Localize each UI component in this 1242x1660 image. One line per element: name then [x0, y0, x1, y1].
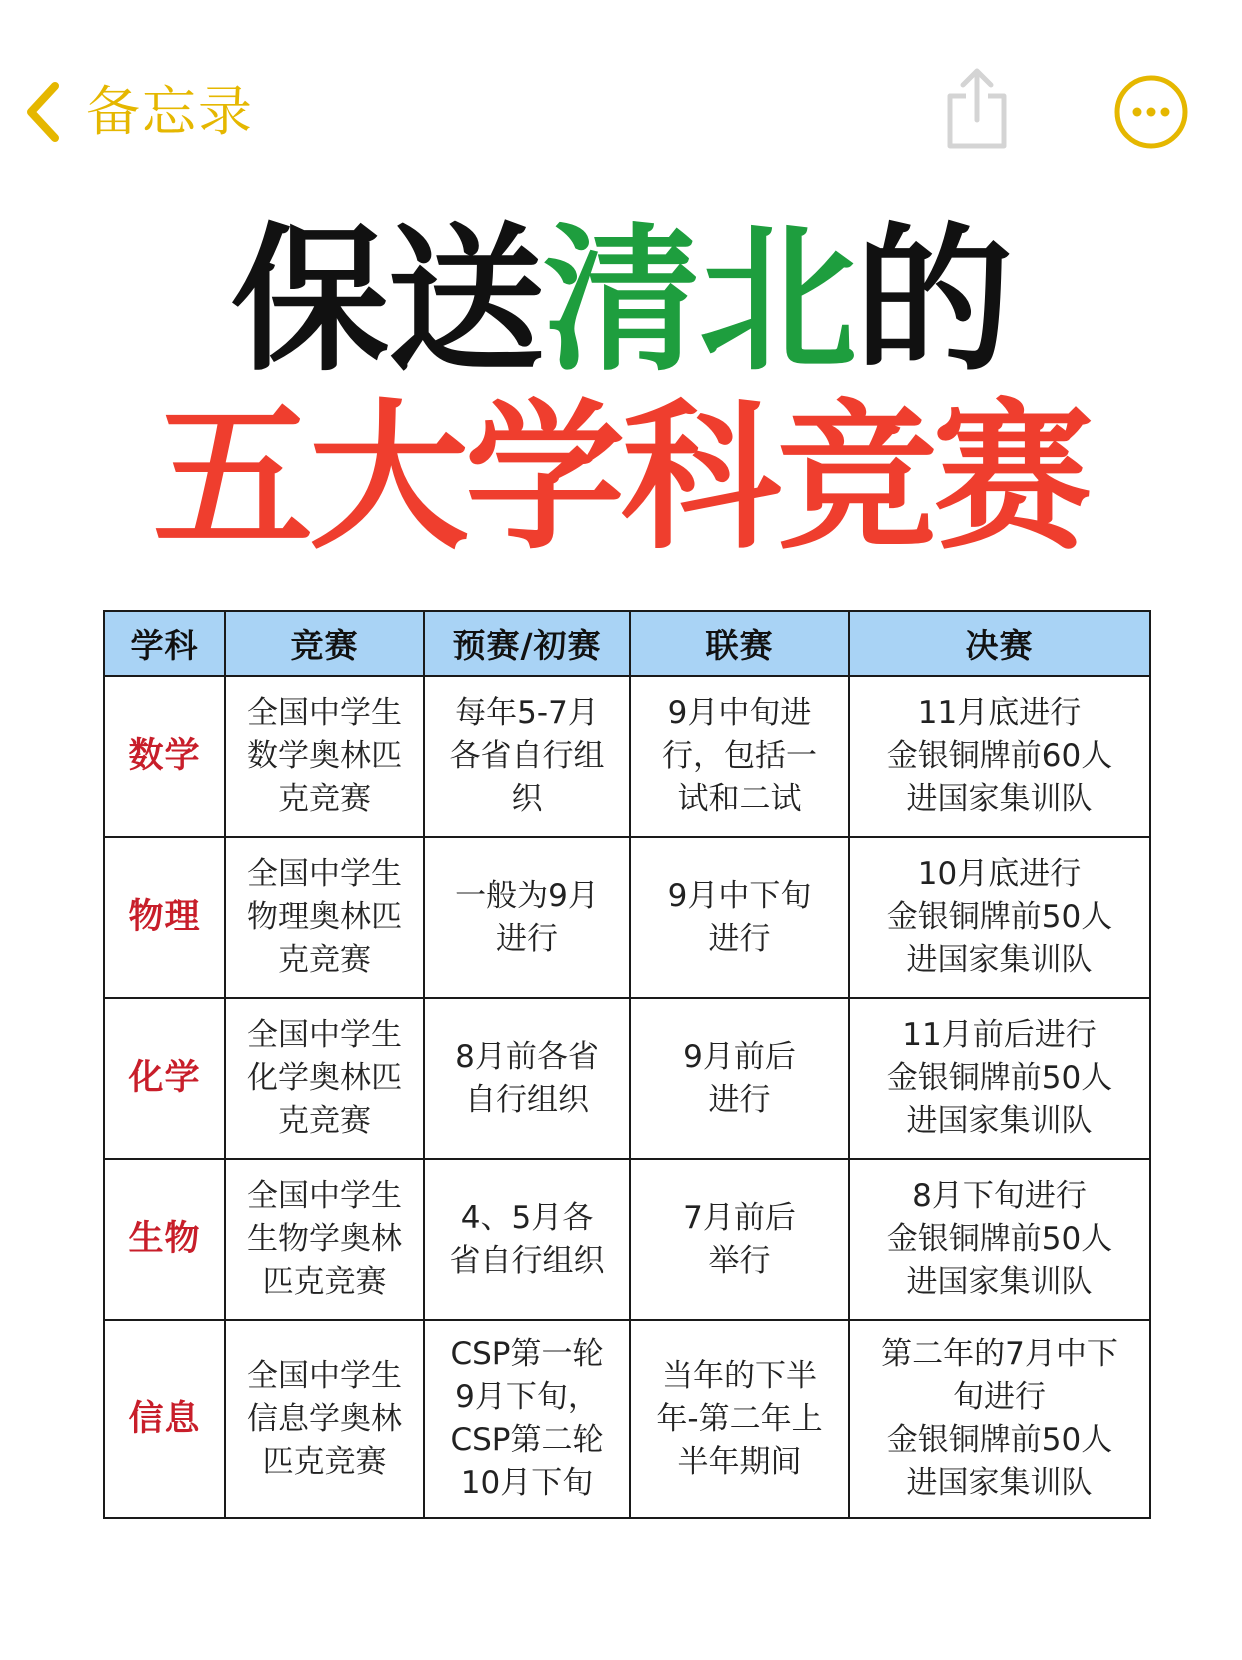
cell-final [849, 1320, 1150, 1518]
cell-line: 金银铜牌前50人 [886, 1422, 1113, 1458]
table-row [104, 676, 1150, 837]
cell-line: 进国家集训队 [906, 781, 1093, 817]
cell-line: 进行 [708, 920, 771, 957]
cell-line: 金银铜牌前50人 [886, 1060, 1113, 1096]
cell-competition [225, 676, 424, 837]
table-row [104, 1320, 1150, 1518]
cell-league [630, 1320, 849, 1518]
table-row [104, 998, 1150, 1159]
cell-line: 一般为9月 [455, 877, 599, 914]
cell-line: 全国中学生 [247, 1017, 402, 1053]
cell-league [630, 998, 849, 1159]
share-icon [944, 66, 1010, 150]
cell-preliminary [424, 1159, 630, 1320]
header-subject: 学科 [104, 611, 225, 676]
cell-subject: 物理 [104, 837, 225, 998]
cell-final [849, 1159, 1150, 1320]
header-final: 决赛 [849, 611, 1150, 676]
cell-line: 进国家集训队 [906, 1103, 1093, 1139]
cell-line: 8月下旬进行 [912, 1178, 1087, 1214]
cell-preliminary [424, 837, 630, 998]
cell-line: 进国家集训队 [906, 1264, 1093, 1300]
cell-line: 克竞赛 [278, 942, 371, 978]
page-title-line2: 五大学科竞赛 [152, 384, 1089, 571]
cell-competition [225, 1320, 424, 1518]
cell-line: 信息学奥林 [247, 1400, 402, 1437]
cell-line: 年-第二年上 [656, 1400, 823, 1437]
title-text-black: 保送 [231, 209, 543, 393]
cell-line: 11月前后进行 [902, 1017, 1097, 1053]
cell-line: 全国中学生 [247, 856, 402, 892]
cell-final [849, 676, 1150, 837]
cell-league [630, 1159, 849, 1320]
cell-line: 9月中下旬 [667, 877, 812, 914]
cell-line: 匹克竞赛 [262, 1443, 387, 1480]
cell-line: 克竞赛 [278, 1103, 371, 1139]
cell-line: 化学奥林匹 [247, 1060, 402, 1096]
back-button-label: 备忘录 [86, 80, 254, 143]
page-title-line1 [0, 209, 1242, 393]
cell-line: 进国家集训队 [906, 1465, 1093, 1501]
navigation-bar [0, 0, 1242, 200]
table-row [104, 1159, 1150, 1320]
cell-line: 旬进行 [953, 1379, 1046, 1415]
cell-line: 举行 [708, 1242, 771, 1279]
cell-line: 自行组织 [465, 1081, 589, 1118]
cell-line: 8月前各省 [455, 1038, 599, 1075]
cell-line: 生物学奥林 [247, 1221, 402, 1257]
cell-subject: 生物 [104, 1159, 225, 1320]
cell-line: 金银铜牌前50人 [886, 1221, 1113, 1257]
cell-line: CSP第二轮 [450, 1422, 604, 1458]
cell-line: 克竞赛 [278, 781, 371, 817]
cell-line: 进行 [708, 1081, 771, 1118]
cell-line: 全国中学生 [247, 1178, 402, 1214]
cell-competition [225, 998, 424, 1159]
table-row [104, 837, 1150, 998]
cell-competition [225, 1159, 424, 1320]
cell-preliminary [424, 998, 630, 1159]
back-button[interactable] [24, 72, 254, 152]
header-competition: 竞赛 [225, 611, 424, 676]
title-text-green: 清北 [543, 209, 855, 393]
cell-line: 进行 [496, 920, 558, 957]
more-button[interactable] [1113, 74, 1189, 150]
cell-line: 织 [511, 781, 543, 817]
cell-line: 试和二试 [677, 781, 802, 817]
cell-line: 全国中学生 [247, 1357, 402, 1394]
cell-line: 10月底进行 [917, 856, 1082, 892]
cell-line: 11月底进行 [917, 695, 1082, 731]
cell-final [849, 837, 1150, 998]
competition-table [103, 610, 1151, 1519]
cell-line: 半年期间 [677, 1443, 802, 1480]
cell-line: 匹克竞赛 [262, 1264, 387, 1300]
cell-league [630, 676, 849, 837]
table-header-row [104, 611, 1150, 676]
cell-league [630, 837, 849, 998]
cell-line: 第二年的7月中下 [881, 1336, 1118, 1372]
cell-line: 9月前后 [683, 1038, 796, 1075]
cell-line: 7月前后 [683, 1199, 796, 1236]
cell-subject: 信息 [104, 1320, 225, 1518]
cell-final [849, 998, 1150, 1159]
cell-line: 当年的下半 [662, 1357, 817, 1394]
title-text-black-end: 的 [855, 209, 1011, 393]
cell-preliminary [424, 676, 630, 837]
cell-line: 数学奥林匹 [247, 738, 402, 774]
cell-line: 9月中旬进 [667, 695, 812, 731]
chevron-left-icon [24, 81, 60, 143]
cell-subject: 化学 [104, 998, 225, 1159]
cell-line: 金银铜牌前50人 [886, 899, 1113, 935]
cell-line: 物理奥林匹 [247, 899, 402, 935]
cell-line: 省自行组织 [449, 1242, 605, 1279]
cell-line: 金银铜牌前60人 [886, 738, 1113, 774]
cell-line: 各省自行组 [449, 738, 605, 774]
header-league: 联赛 [630, 611, 849, 676]
cell-line: 每年5-7月 [455, 695, 599, 731]
cell-preliminary [424, 1320, 630, 1518]
share-button[interactable] [944, 66, 1010, 150]
cell-line: 9月下旬， [455, 1379, 599, 1415]
more-icon [1113, 74, 1189, 150]
cell-line: 行，包括一 [662, 738, 817, 774]
cell-line: CSP第一轮 [450, 1336, 604, 1372]
cell-subject: 数学 [104, 676, 225, 837]
cell-line: 10月下旬 [460, 1465, 594, 1501]
cell-competition [225, 837, 424, 998]
cell-line: 进国家集训队 [906, 942, 1093, 978]
header-preliminary: 预赛/初赛 [424, 611, 630, 676]
cell-line: 4、5月各 [460, 1199, 594, 1236]
cell-line: 全国中学生 [247, 695, 402, 731]
